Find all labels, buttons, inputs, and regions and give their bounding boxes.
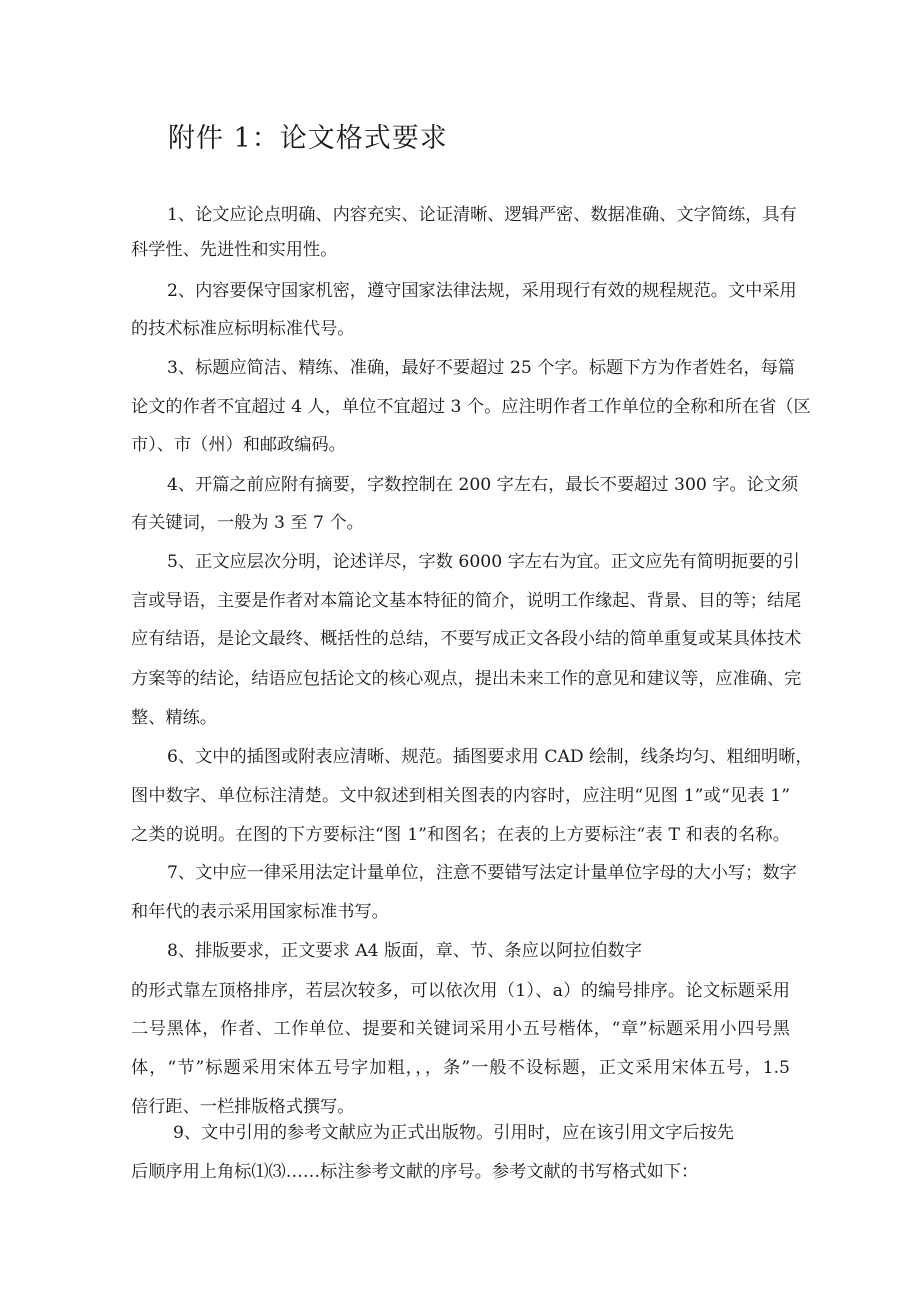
text-line: 倍行距、一栏排版格式撰写。	[131, 1097, 355, 1117]
text-line: 和年代的表示采用国家标准书写。	[131, 902, 389, 922]
text-line: 9、文中引用的参考文献应为正式出版物。引用时，应在该引用文字后按先	[173, 1123, 734, 1143]
page-title: 附件 1：论文格式要求	[168, 123, 448, 154]
text-line: 方案等的结论，结语应包括论文的核心观点，提出未来工作的意见和建议等，应准确、完	[131, 669, 802, 689]
text-line: 4、开篇之前应附有摘要，字数控制在 200 字左右，最长不要超过 300 字。论文须	[167, 475, 799, 495]
text-line: 应有结语，是论文最终、概括性的总结，不要写成正文各段小结的简单重复或某具体技术	[131, 629, 802, 649]
text-line: 2、内容要保守国家机密，遵守国家法律法规，采用现行有效的规程规范。文中采用	[167, 281, 797, 301]
text-line: 1、论文应论点明确、内容充实、论证清晰、逻辑严密、数据准确、文字简练，具有	[167, 205, 797, 225]
text-line: 之类的说明。在图的下方要标注“图 1”和图名；在表的上方要标注“表 T 和表的名称。	[131, 825, 790, 845]
text-line: 3、标题应简洁、精练、准确，最好不要超过 25 个字。标题下方为作者姓名，每篇	[167, 358, 796, 378]
text-line: 二号黑体，作者、工作单位、提要和关键词采用小五号楷体，“章”标题采用小四号黑	[131, 1019, 790, 1039]
text-line: 言或导语，主要是作者对本篇论文基本特征的简介，说明工作缘起、背景、目的等；结尾	[131, 591, 802, 611]
text-line: 论文的作者不宜超过 4 人，单位不宜超过 3 个。应注明作者工作单位的全称和所在省（区	[131, 397, 811, 417]
text-line: 后顺序用上角标⑴⑶……标注参考文献的序号。参考文献的书写格式如下：	[131, 1162, 699, 1182]
text-line: 有关键词，一般为 3 至 7 个。	[131, 513, 364, 533]
text-line: 8、排版要求，正文要求 A4 版面，章、节、条应以阿拉伯数字	[167, 941, 642, 961]
text-line: 体，“节”标题采用宋体五号字加粗，，，条”一般不设标题，正文采用宋体五号，1.5	[131, 1058, 790, 1078]
text-line: 科学性、先进性和实用性。	[131, 240, 338, 260]
text-line: 图中数字、单位标注清楚。文中叙述到相关图表的内容时，应注明“见图 1”或“见表 1”	[131, 786, 790, 806]
text-line: 6、文中的插图或附表应清晰、规范。插图要求用 CAD 绘制，线条均匀、粗细明晰，	[167, 747, 813, 767]
text-line: 7、文中应一律采用法定计量单位，注意不要错写法定计量单位字母的大小写；数字	[167, 863, 797, 883]
text-line: 市）、市（州）和邮政编码。	[131, 435, 346, 455]
text-line: 5、正文应层次分明，论述详尽，字数 6000 字左右为宜。正文应先有简明扼要的引	[167, 552, 800, 572]
text-line: 的形式靠左顶格排序，若层次较多，可以依次用（1）、a）的编号排序。论文标题采用	[131, 981, 790, 1001]
text-line: 整、精练。	[131, 708, 217, 728]
text-line: 的技术标准应标明标准代号。	[131, 319, 355, 339]
